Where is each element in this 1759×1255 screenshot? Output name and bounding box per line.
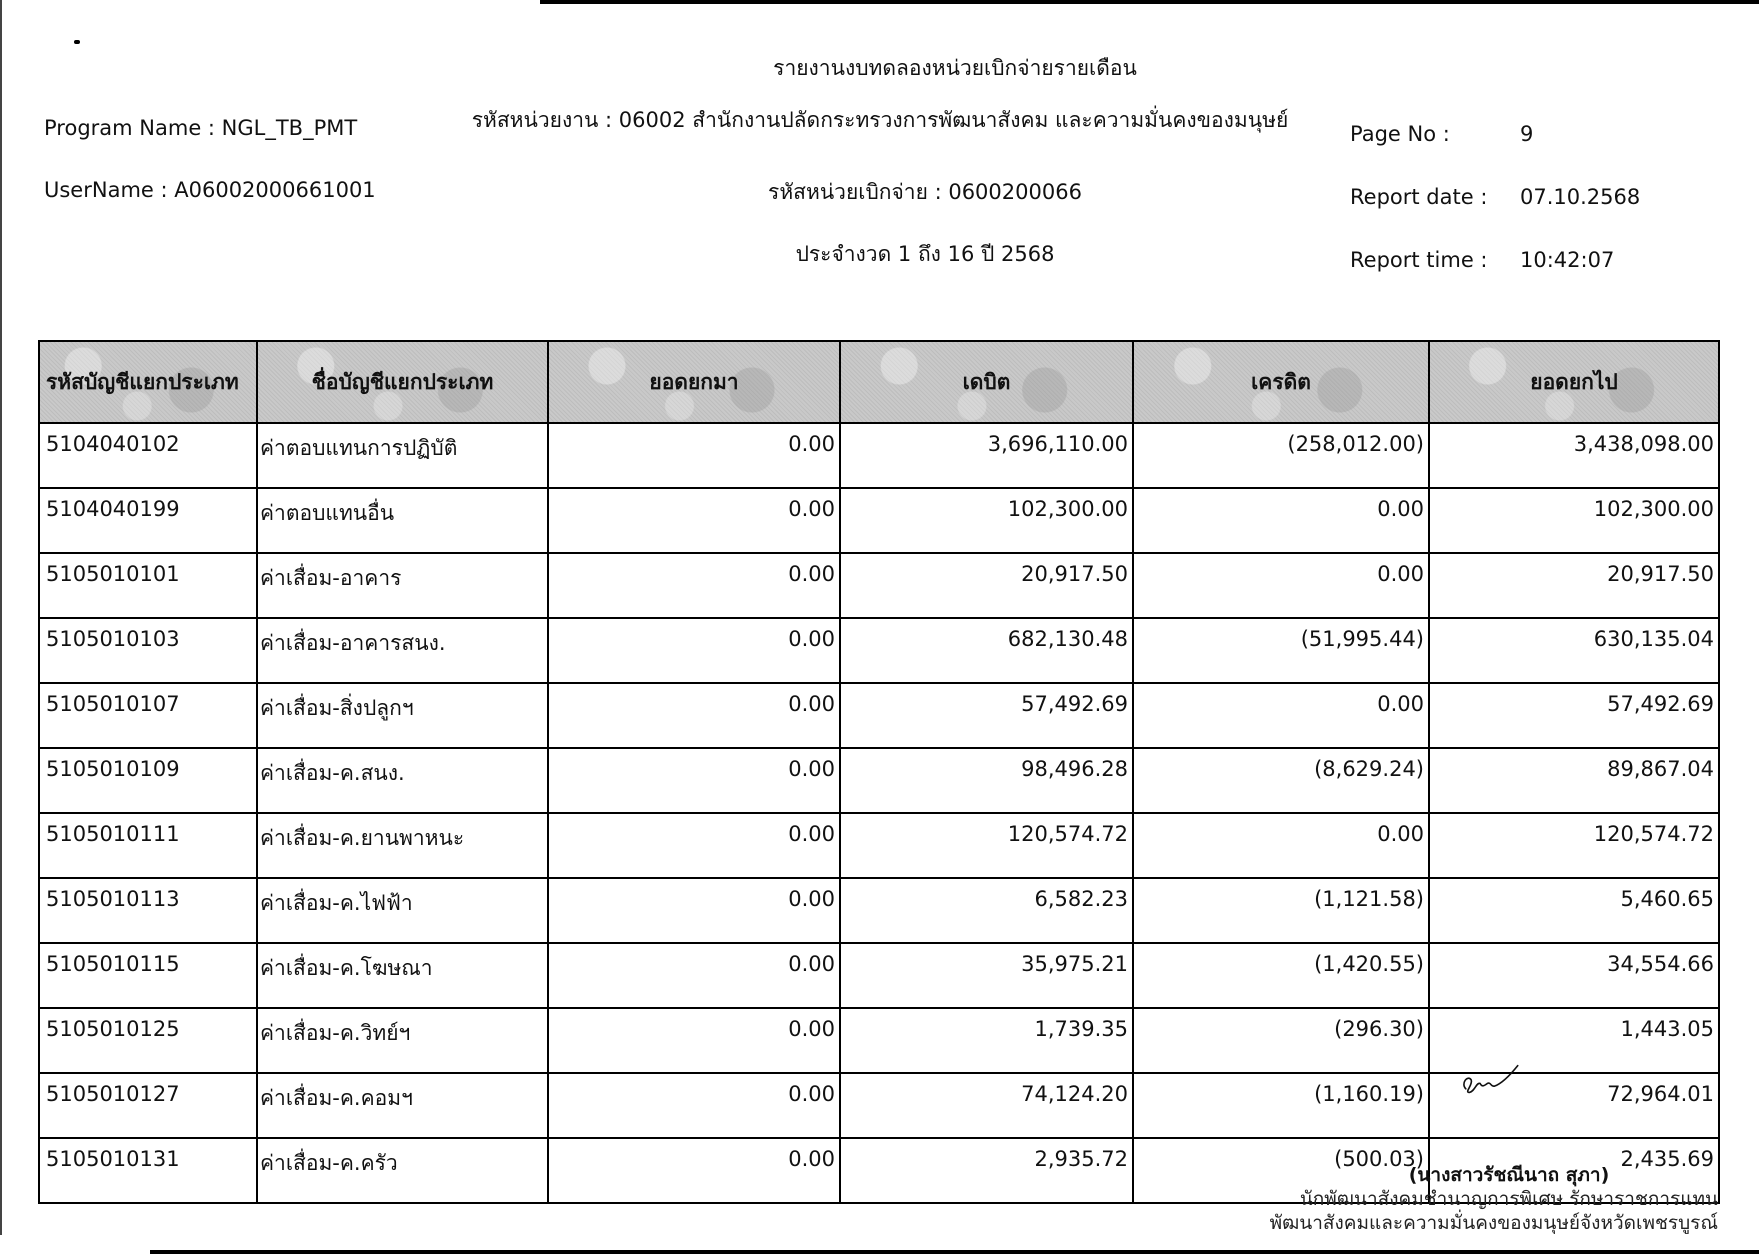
debit-cell: 682,130.48 xyxy=(840,618,1133,683)
carried-forward-cell: 102,300.00 xyxy=(1429,488,1719,553)
carried-forward-cell: 2,435.69 xyxy=(1429,1138,1719,1203)
account-code-cell: 5105010107 xyxy=(39,683,257,748)
credit-cell: (500.03) xyxy=(1133,1138,1429,1203)
debit-cell: 74,124.20 xyxy=(840,1073,1133,1138)
carried-forward-cell: 89,867.04 xyxy=(1429,748,1719,813)
credit-cell: 0.00 xyxy=(1133,813,1429,878)
report-date-value: 07.10.2568 xyxy=(1520,185,1641,209)
account-code-cell: 5105010103 xyxy=(39,618,257,683)
brought-forward-cell: 0.00 xyxy=(548,1008,840,1073)
debit-cell: 1,739.35 xyxy=(840,1008,1133,1073)
column-header-carried-forward: ยอดยกไป xyxy=(1429,341,1719,423)
debit-cell: 3,696,110.00 xyxy=(840,423,1133,488)
unit-code: รหัสหน่วยงาน : 06002 สำนักงานปลัดกระทรวงการพัฒนาสังคม และความมั่นคงของมนุษย์ xyxy=(471,108,1289,132)
credit-cell: (1,121.58) xyxy=(1133,878,1429,943)
brought-forward-cell: 0.00 xyxy=(548,878,840,943)
carried-forward-cell: 1,443.05 xyxy=(1429,1008,1719,1073)
credit-cell: (51,995.44) xyxy=(1133,618,1429,683)
account-code-cell: 5105010109 xyxy=(39,748,257,813)
debit-cell: 20,917.50 xyxy=(840,553,1133,618)
signatory-position-line2: พัฒนาสังคมและความมั่นคงของมนุษย์จังหวัดเพชรบูรณ์ xyxy=(1269,1212,1718,1234)
brought-forward-cell: 0.00 xyxy=(548,553,840,618)
credit-cell: (258,012.00) xyxy=(1133,423,1429,488)
table-row xyxy=(39,423,1719,488)
carried-forward-cell: 3,438,098.00 xyxy=(1429,423,1719,488)
credit-cell: 0.00 xyxy=(1133,683,1429,748)
debit-cell: 2,935.72 xyxy=(840,1138,1133,1203)
report-period: ประจำงวด 1 ถึง 16 ปี 2568 xyxy=(795,242,1055,266)
table-row xyxy=(39,813,1719,878)
table-row xyxy=(39,488,1719,553)
debit-cell: 57,492.69 xyxy=(840,683,1133,748)
column-header-credit: เครดิต xyxy=(1133,341,1429,423)
credit-cell: (8,629.24) xyxy=(1133,748,1429,813)
brought-forward-cell: 0.00 xyxy=(548,488,840,553)
account-name-cell: ค่าเสื่อม-อาคารสนง. xyxy=(257,618,548,683)
carried-forward-cell: 120,574.72 xyxy=(1429,813,1719,878)
table-row xyxy=(39,618,1719,683)
account-code-cell: 5104040199 xyxy=(39,488,257,553)
account-code-cell: 5105010127 xyxy=(39,1073,257,1138)
account-name-cell: ค่าเสื่อม-ค.สนง. xyxy=(257,748,548,813)
debit-cell: 35,975.21 xyxy=(840,943,1133,1008)
account-name-cell: ค่าเสื่อม-สิ่งปลูกฯ xyxy=(257,683,548,748)
account-name-cell: ค่าตอบแทนอื่น xyxy=(257,488,548,553)
account-name-cell: ค่าเสื่อม-ค.วิทย์ฯ xyxy=(257,1008,548,1073)
carried-forward-cell: 5,460.65 xyxy=(1429,878,1719,943)
credit-cell: 0.00 xyxy=(1133,553,1429,618)
brought-forward-cell: 0.00 xyxy=(548,1138,840,1203)
account-name-cell: ค่าเสื่อม-ค.ครัว xyxy=(257,1138,548,1203)
bottom-border xyxy=(150,1250,1759,1254)
table-header-row xyxy=(39,341,1719,423)
debit-cell: 102,300.00 xyxy=(840,488,1133,553)
report-time-label: Report time : xyxy=(1350,248,1488,272)
debit-cell: 120,574.72 xyxy=(840,813,1133,878)
account-name-cell: ค่าเสื่อม-ค.ไฟฟ้า xyxy=(257,878,548,943)
account-code-cell: 5105010125 xyxy=(39,1008,257,1073)
report-date-label: Report date : xyxy=(1350,185,1488,209)
carried-forward-cell: 34,554.66 xyxy=(1429,943,1719,1008)
account-name-cell: ค่าเสื่อม-อาคาร xyxy=(257,553,548,618)
brought-forward-cell: 0.00 xyxy=(548,813,840,878)
page-no-label: Page No : xyxy=(1350,122,1450,146)
column-header-brought-forward: ยอดยกมา xyxy=(548,341,840,423)
brought-forward-cell: 0.00 xyxy=(548,618,840,683)
account-name-cell: ค่าเสื่อม-ค.คอมฯ xyxy=(257,1073,548,1138)
credit-cell: (1,420.55) xyxy=(1133,943,1429,1008)
account-code-cell: 5105010131 xyxy=(39,1138,257,1203)
account-code-cell: 5105010111 xyxy=(39,813,257,878)
brought-forward-cell: 0.00 xyxy=(548,683,840,748)
report-title: รายงานงบทดลองหน่วยเบิกจ่ายรายเดือน xyxy=(773,56,1137,80)
brought-forward-cell: 0.00 xyxy=(548,1073,840,1138)
report-time-value: 10:42:07 xyxy=(1520,248,1615,272)
table-row xyxy=(39,878,1719,943)
carried-forward-cell: 630,135.04 xyxy=(1429,618,1719,683)
carried-forward-cell: 20,917.50 xyxy=(1429,553,1719,618)
signatory-position-line1: นักพัฒนาสังคมชำนาญการพิเศษ รักษาราชการแทน xyxy=(1299,1188,1718,1210)
credit-cell: (1,160.19) xyxy=(1133,1073,1429,1138)
credit-cell: (296.30) xyxy=(1133,1008,1429,1073)
column-header-debit: เดบิต xyxy=(840,341,1133,423)
table-row xyxy=(39,943,1719,1008)
account-code-cell: 5104040102 xyxy=(39,423,257,488)
table-row xyxy=(39,553,1719,618)
account-code-cell: 5105010113 xyxy=(39,878,257,943)
page-no-value: 9 xyxy=(1520,122,1534,146)
disbursement-code: รหัสหน่วยเบิกจ่าย : 0600200066 xyxy=(768,180,1082,204)
top-border xyxy=(540,0,1759,4)
account-name-cell: ค่าเสื่อม-ค.โฆษณา xyxy=(257,943,548,1008)
brought-forward-cell: 0.00 xyxy=(548,943,840,1008)
carried-forward-cell: 72,964.01 xyxy=(1429,1073,1719,1138)
table-row xyxy=(39,683,1719,748)
account-name-cell: ค่าตอบแทนการปฏิบัติ xyxy=(257,423,548,488)
column-header-account-name: ชื่อบัญชีแยกประเภท xyxy=(257,341,548,423)
user-name: UserName : A06002000661001 xyxy=(44,178,376,202)
debit-cell: 6,582.23 xyxy=(840,878,1133,943)
brought-forward-cell: 0.00 xyxy=(548,423,840,488)
account-code-cell: 5105010101 xyxy=(39,553,257,618)
brought-forward-cell: 0.00 xyxy=(548,748,840,813)
column-header-account-code: รหัสบัญชีแยกประเภท xyxy=(39,341,257,423)
scan-speck xyxy=(74,40,80,44)
credit-cell: 0.00 xyxy=(1133,488,1429,553)
handwritten-signature xyxy=(1455,1062,1525,1096)
carried-forward-cell: 57,492.69 xyxy=(1429,683,1719,748)
account-code-cell: 5105010115 xyxy=(39,943,257,1008)
debit-cell: 98,496.28 xyxy=(840,748,1133,813)
table-row xyxy=(39,748,1719,813)
program-name: Program Name : NGL_TB_PMT xyxy=(44,116,358,140)
account-name-cell: ค่าเสื่อม-ค.ยานพาหนะ xyxy=(257,813,548,878)
signatory-name: (นางสาวรัชณีนาถ สุภา) xyxy=(1408,1164,1610,1186)
